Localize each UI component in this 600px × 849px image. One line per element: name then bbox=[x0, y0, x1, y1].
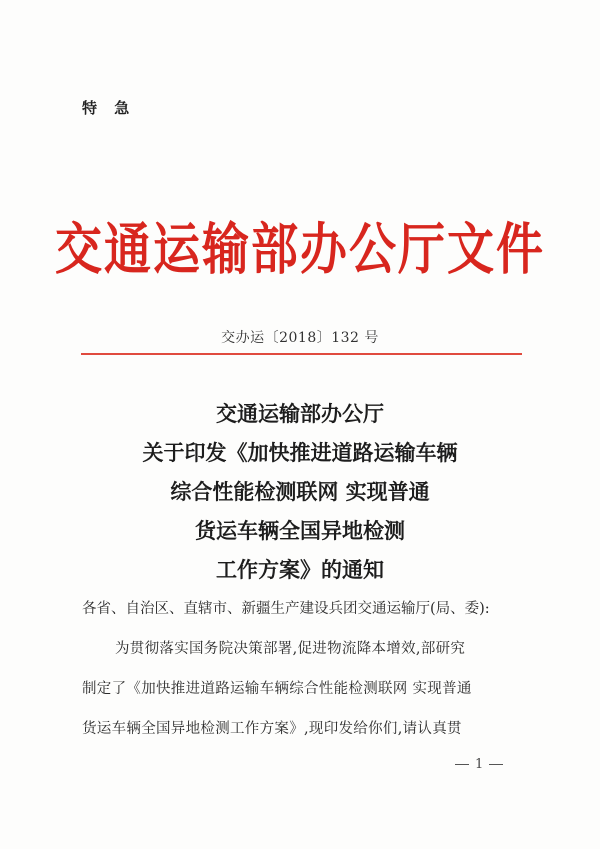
page-number-dash bbox=[455, 764, 469, 765]
page-number bbox=[455, 757, 503, 772]
addressee-line: 各省、自治区、直辖市、新疆生产建设兵团交通运输厅(局、委): bbox=[82, 601, 490, 617]
page-number-dash bbox=[489, 764, 503, 765]
notice-title-line: 综合性能检测联网 实现普通 bbox=[170, 480, 430, 504]
document-masthead: 交通运输部办公厅文件 bbox=[55, 217, 545, 283]
notice-title-line: 货运车辆全国异地检测 bbox=[195, 519, 405, 543]
urgency-label: 特 急 bbox=[82, 99, 136, 117]
document-number: 交办运〔2018〕132 号 bbox=[221, 330, 379, 346]
body-text-line: 为贯彻落实国务院决策部署,促进物流降本增效,部研究 bbox=[115, 641, 466, 657]
page-number-value: 1 bbox=[475, 757, 484, 772]
body-text-line: 货运车辆全国异地检测工作方案》,现印发给你们,请认真贯 bbox=[82, 721, 462, 737]
body-text-line: 制定了《加快推进道路运输车辆综合性能检测联网 实现普通 bbox=[82, 681, 472, 697]
red-separator-line bbox=[81, 353, 522, 355]
notice-title-line: 交通运输部办公厅 bbox=[216, 402, 384, 426]
notice-title-line: 工作方案》的通知 bbox=[216, 558, 384, 582]
notice-title-line: 关于印发《加快推进道路运输车辆 bbox=[142, 441, 458, 465]
